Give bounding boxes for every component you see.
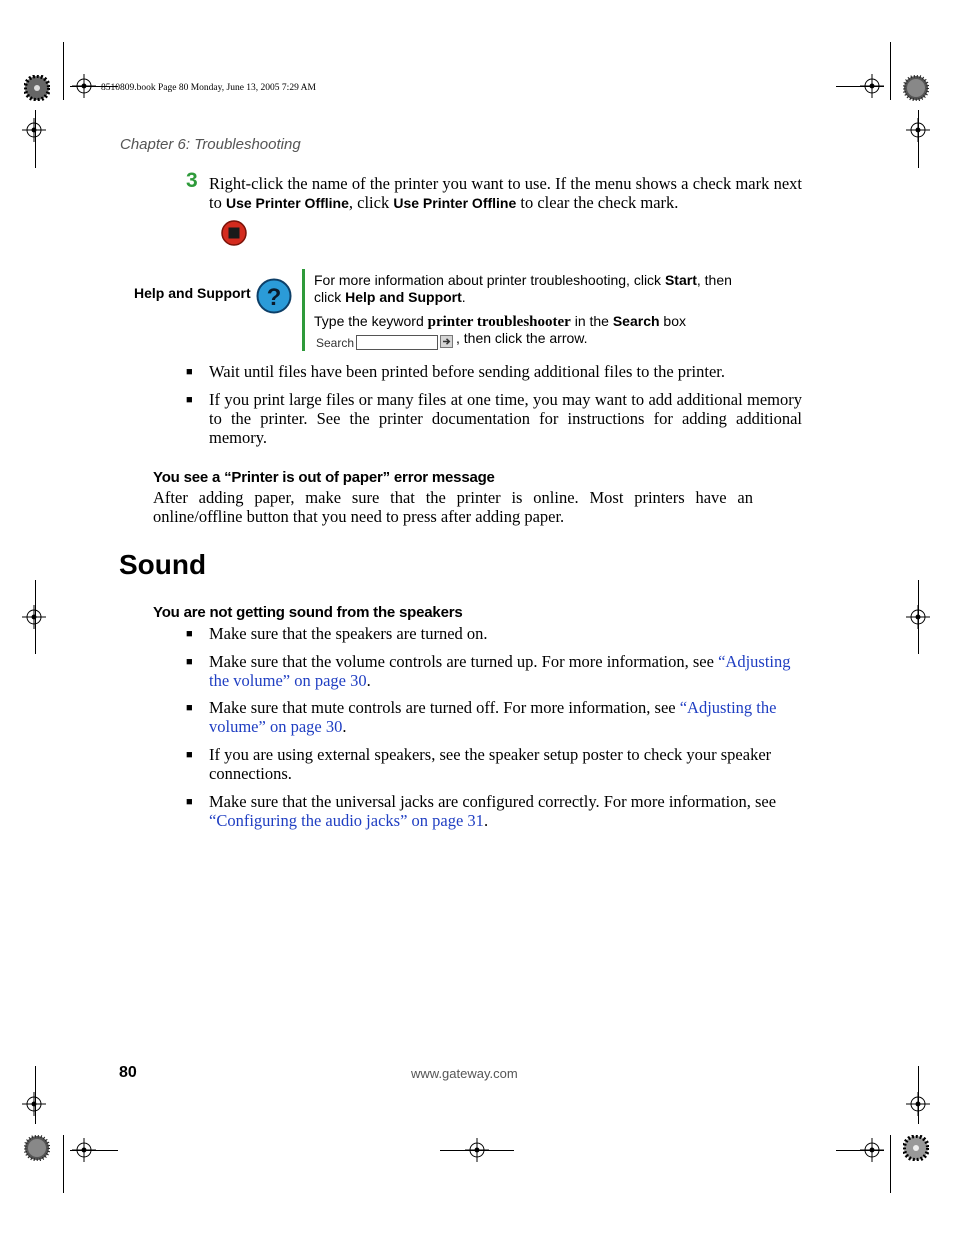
running-header: Chapter 6: Troubleshooting	[120, 136, 301, 153]
bullet-marker: ■	[186, 749, 193, 761]
help-line-4: , then click the arrow.	[456, 330, 588, 346]
footer-url: www.gateway.com	[411, 1066, 518, 1081]
help-support-label: Help and Support	[134, 285, 251, 301]
step-number: 3	[186, 169, 198, 192]
list-item: Make sure that the universal jacks are configured correctly. For more information, see “Configuring the audio jacks” on page 31.	[209, 792, 777, 830]
page-number: 80	[119, 1064, 137, 1081]
registration-target-icon	[72, 74, 96, 98]
list-item: Make sure that the speakers are turned on.	[209, 624, 488, 643]
cross-reference-link[interactable]: “Adjusting the volume” on page 30	[209, 652, 791, 690]
bullet-marker: ■	[186, 628, 193, 640]
list-item: Make sure that the volume controls are turned up. For more information, see “Adjusting the volume” on page 30.	[209, 652, 791, 690]
callout-divider	[302, 269, 305, 351]
subsection-heading: You see a “Printer is out of paper” error message	[153, 469, 495, 486]
registration-target-icon	[906, 1092, 930, 1116]
cross-reference-link[interactable]: “Adjusting the volume” on page 30	[209, 698, 777, 736]
svg-text:?: ?	[266, 284, 282, 311]
bullet-marker: ■	[186, 394, 193, 406]
registration-target-icon	[860, 1138, 884, 1162]
registration-target-icon	[906, 605, 930, 629]
arrow-right-icon	[440, 335, 453, 348]
search-label: Search	[316, 336, 355, 350]
list-item: If you print large files or many files at one time, you may want to add additional memory to the printer. See the printer documentation for instructions for adding additional memory.	[209, 390, 802, 447]
print-slug: 8510809.book Page 80 Monday, June 13, 2005 7:29 AM	[101, 83, 316, 93]
color-wheel-icon	[24, 75, 50, 101]
registration-target-icon	[906, 118, 930, 142]
help-line-1: For more information about printer troubleshooting, click Start, then	[314, 272, 732, 288]
stop-icon	[221, 220, 247, 246]
help-line-3: Type the keyword printer troubleshooter in the Search box	[314, 313, 687, 330]
registration-target-icon	[22, 1092, 46, 1116]
bullet-marker: ■	[186, 366, 193, 378]
registration-target-icon	[22, 605, 46, 629]
cross-reference-link[interactable]: “Configuring the audio jacks” on page 31	[209, 811, 484, 830]
registration-target-icon	[22, 118, 46, 142]
color-wheel-icon	[903, 75, 929, 101]
bullet-marker: ■	[186, 796, 193, 808]
bullet-marker: ■	[186, 656, 193, 668]
registration-target-icon	[465, 1138, 489, 1162]
color-wheel-icon	[24, 1135, 50, 1161]
help-line-2: click Help and Support.	[314, 289, 466, 305]
registration-target-icon	[860, 74, 884, 98]
list-item: Make sure that mute controls are turned off. For more information, see “Adjusting the volume” on page 30.	[209, 698, 777, 736]
help-question-icon	[256, 278, 292, 314]
search-input	[356, 335, 438, 350]
list-item: Wait until files have been printed before sending additional files to the printer.	[209, 362, 725, 381]
list-item: If you are using external speakers, see the speaker setup poster to check your speaker connections.	[209, 745, 772, 783]
paragraph: After adding paper, make sure that the printer is online. Most printers have an online/offline button that you need to press after adding paper.	[153, 488, 753, 526]
color-wheel-icon	[903, 1135, 929, 1161]
subsection-heading: You are not getting sound from the speakers	[153, 604, 463, 621]
bullet-marker: ■	[186, 702, 193, 714]
section-title: Sound	[119, 549, 207, 580]
step-text: Right-click the name of the printer you want to use. If the menu shows a check mark next to Use Printer Offline, click Use Printer Offline to clear the check mark.	[209, 174, 802, 212]
registration-target-icon	[72, 1138, 96, 1162]
